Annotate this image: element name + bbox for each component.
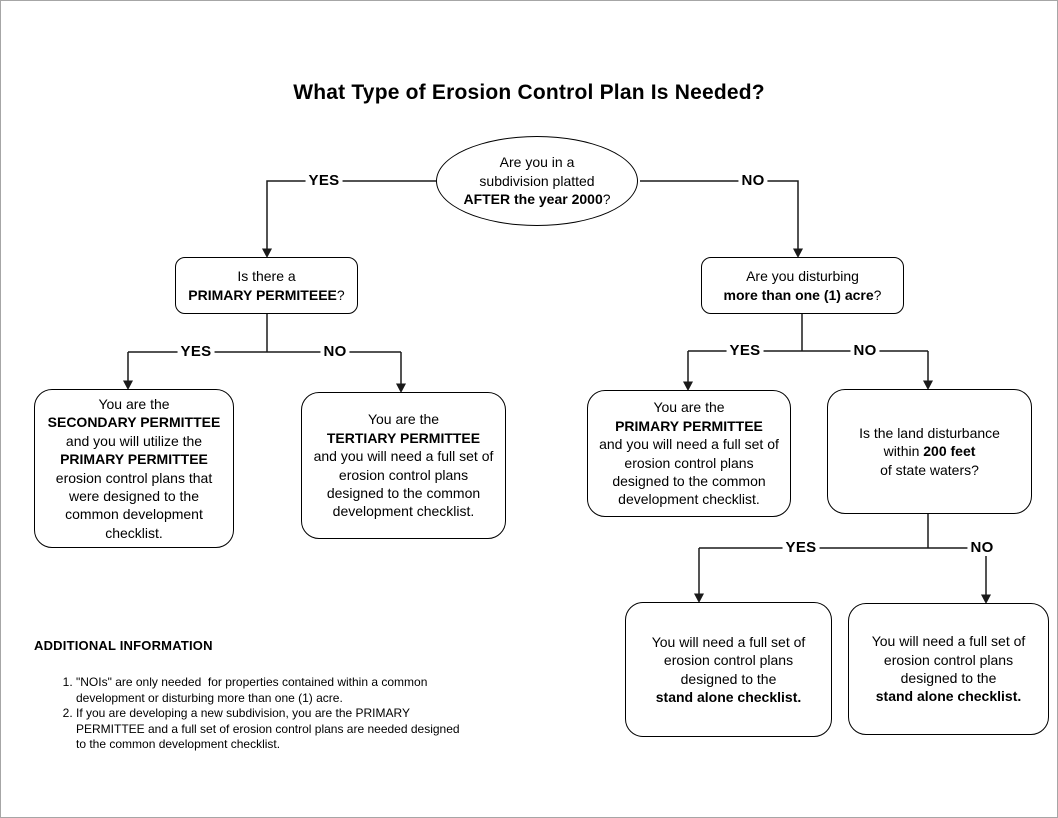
decision-line: more than one (1) acre? <box>723 286 882 303</box>
result-line: You are the <box>653 399 725 416</box>
result-line: You will need a full set of <box>651 633 806 650</box>
decision-line: within 200 feet <box>883 443 976 460</box>
result-line: stand alone checklist. <box>875 688 1022 705</box>
result-primary-permittee <box>587 390 791 517</box>
result-line: stand alone checklist. <box>655 688 802 705</box>
result-line: PRIMARY PERMITTEE <box>615 417 763 434</box>
result-line: PRIMARY PERMITTEE <box>60 451 208 468</box>
result-line: development checklist. <box>332 503 475 520</box>
edge-label-no-3: NO <box>850 343 879 359</box>
decision-line: Is the land disturbance <box>859 424 1000 441</box>
root-question-line: AFTER the year 2000? <box>463 191 611 208</box>
edge-label-yes-4: YES <box>783 540 820 556</box>
result-line: designed to the common <box>612 472 766 489</box>
root-question-line: Are you in a <box>499 154 575 171</box>
result-line: were designed to the <box>69 487 199 504</box>
result-line: development checklist. <box>618 491 760 508</box>
result-line: TERTIARY PERMITTEE <box>326 429 481 446</box>
result-line: You are the <box>367 411 440 428</box>
result-line: common development <box>65 506 203 523</box>
page-title: What Type of Erosion Control Plan Is Needed? <box>293 81 765 104</box>
decision-line: of state waters? <box>880 461 979 478</box>
list-item: 1. "NOIs" are only needed for properties contained within a common development or disturbing more than one (1) acre. <box>76 675 464 706</box>
result-line: SECONDARY PERMITTEE <box>47 414 221 431</box>
result-line: You are the <box>98 395 170 412</box>
edge-label-no-1: NO <box>738 173 767 189</box>
edge-label-yes-2: YES <box>178 344 215 360</box>
decision-one-acre <box>701 257 904 314</box>
result-line: erosion control plans <box>624 454 754 471</box>
root-question-line: subdivision platted <box>479 172 595 189</box>
result-line: You will need a full set of <box>871 633 1026 650</box>
result-line: erosion control plans that <box>55 469 213 486</box>
result-line: erosion control plans <box>883 651 1014 668</box>
edge-label-yes-1: YES <box>306 173 343 189</box>
edge-label-no-4: NO <box>967 540 996 556</box>
edge-label-no-2: NO <box>320 344 349 360</box>
decision-line: Are you disturbing <box>746 268 859 285</box>
result-line: and you will need a full set of <box>599 436 779 453</box>
decision-line: Is there a <box>237 268 296 285</box>
result-line: designed to the common <box>326 484 481 501</box>
result-line: erosion control plans <box>663 652 794 669</box>
result-line: and you will need a full set of <box>313 448 494 465</box>
result-stand-alone-no <box>848 603 1049 735</box>
edge-label-yes-3: YES <box>727 343 764 359</box>
additional-info-list <box>34 675 464 753</box>
result-line: checklist. <box>105 524 163 541</box>
result-secondary-permittee <box>34 389 234 548</box>
result-stand-alone-yes <box>625 602 832 737</box>
result-tertiary-permittee <box>301 392 506 539</box>
result-line: designed to the <box>900 670 997 686</box>
decision-line: PRIMARY PERMITEEE? <box>188 286 345 303</box>
decision-primary-permittee <box>175 257 358 314</box>
additional-info-heading: ADDITIONAL INFORMATION <box>34 638 213 653</box>
result-line: erosion control plans <box>338 466 469 483</box>
additional-info <box>34 638 464 753</box>
list-item: 2. If you are developing a new subdivision, you are the PRIMARY PERMITTEE and a full set of erosion control plans are needed designed to the common development checklist. <box>76 706 464 753</box>
root-question-ellipse <box>436 136 638 226</box>
result-line: and you will utilize the <box>65 432 203 449</box>
result-line: designed to the <box>680 670 777 687</box>
decision-state-waters <box>827 389 1032 514</box>
